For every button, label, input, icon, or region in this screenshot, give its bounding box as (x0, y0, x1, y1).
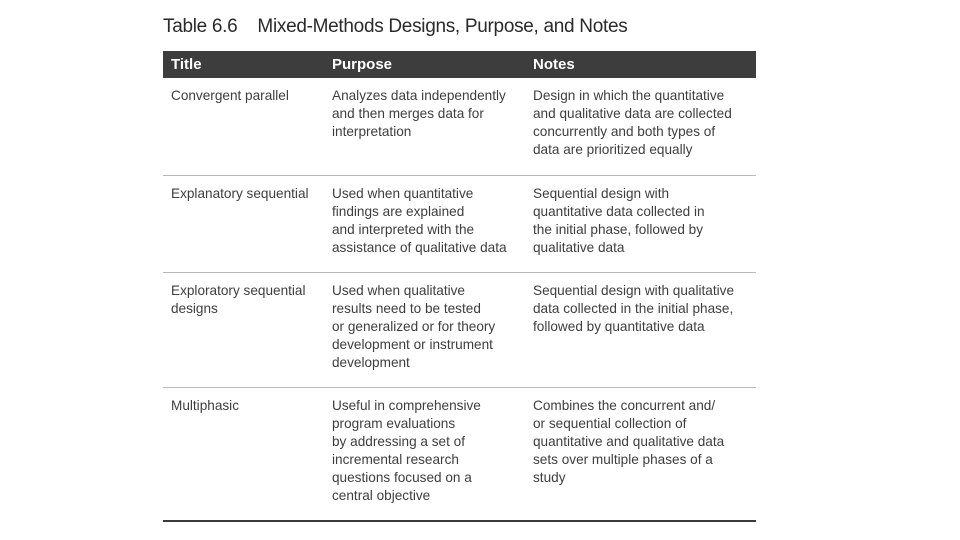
cell-title: Exploratory sequential designs (171, 283, 306, 316)
table-row (163, 78, 756, 176)
mixed-methods-table (163, 51, 756, 522)
cell-title: Convergent parallel (171, 88, 289, 103)
cell-notes: Sequential design with quantitative data collected in the initial phase, followed by qualitative data (533, 186, 705, 255)
table-caption (163, 16, 627, 38)
table-title: Mixed-Methods Designs, Purpose, and Notes (257, 16, 628, 37)
table-row (163, 388, 756, 522)
cell-purpose: Analyzes data independently and then merges data for interpretation (332, 88, 506, 139)
cell-purpose: Used when quantitative findings are explained and interpreted with the assistance of qualitative data (332, 186, 507, 255)
header-purpose: Purpose (332, 56, 393, 73)
table-row (163, 176, 756, 273)
cell-notes: Sequential design with qualitative data collected in the initial phase, followed by quantitative data (533, 283, 735, 334)
table-header-row (163, 51, 756, 78)
table-row (163, 273, 756, 388)
cell-notes: Combines the concurrent and/ or sequential collection of quantitative and qualitative data sets over multiple phases of a study (533, 398, 725, 485)
header-notes: Notes (533, 56, 575, 73)
table-number: Table 6.6 (163, 16, 238, 37)
cell-title: Explanatory sequential (171, 186, 309, 201)
cell-notes: Design in which the quantitative and qualitative data are collected concurrently and both types of data are prioritized equally (533, 88, 732, 157)
header-title: Title (171, 56, 202, 73)
cell-purpose: Useful in comprehensive program evaluations by addressing a set of incremental research questions focused on a central objective (332, 398, 481, 503)
cell-title: Multiphasic (171, 398, 239, 413)
cell-purpose: Used when qualitative results need to be tested or generalized or for theory development or instrument development (332, 283, 496, 370)
